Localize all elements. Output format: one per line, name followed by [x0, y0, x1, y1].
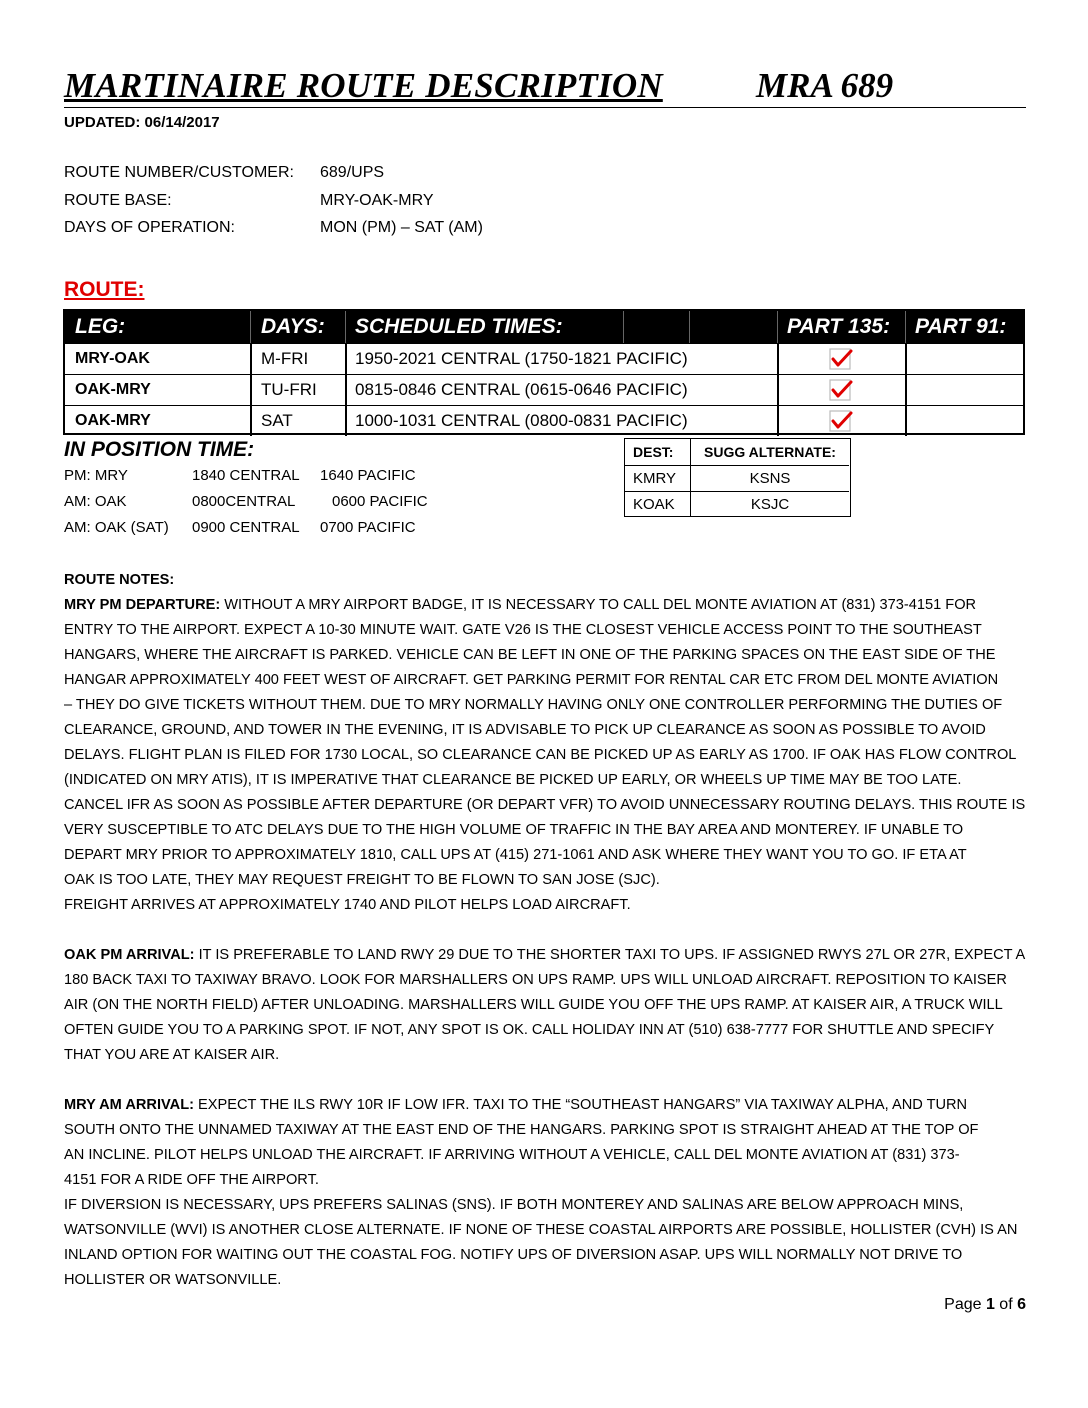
note-line: THAT YOU ARE AT KAISER AIR.	[64, 1047, 280, 1063]
paragraph-gap	[64, 918, 1034, 943]
header-dest: DEST:	[633, 444, 674, 460]
position-pacific: 1640 PACIFIC	[320, 467, 416, 484]
note-line: HANGAR APPROXIMATELY 400 FEET WEST OF AIRCRAFT. GET PARKING PERMIT FOR RENTAL CAR ETC FROM DEL MONTE AVIATION	[64, 672, 999, 688]
note-line: AN INCLINE. PILOT HELPS UNLOAD THE AIRCRAFT. IF ARRIVING WITHOUT A VEHICLE, CALL DEL MONTE AVIATION AT (831) 373-	[64, 1147, 960, 1163]
cell-divider	[905, 344, 907, 374]
note-line: FREIGHT ARRIVES AT APPROXIMATELY 1740 AND PILOT HELPS LOAD AIRCRAFT.	[64, 897, 631, 913]
header-divider	[777, 311, 778, 343]
page-current: 1	[985, 1296, 995, 1313]
route-row	[65, 343, 1023, 374]
note-line: WITHOUT A MRY AIRPORT BADGE, IT IS NECESSARY TO CALL DEL MONTE AVIATION AT (831) 373-4151 FOR	[220, 597, 977, 613]
route-days: M-FRI	[261, 349, 309, 368]
note-line: 4151 FOR A RIDE OFF THE AIRPORT.	[64, 1172, 319, 1188]
route-table-header	[65, 311, 1023, 343]
info-label: ROUTE BASE:	[64, 191, 172, 209]
title-bar	[64, 66, 1026, 108]
route-heading: ROUTE:	[64, 278, 145, 301]
note-line: CANCEL IFR AS SOON AS POSSIBLE AFTER DEPARTURE (OR DEPART VFR) TO AVOID UNNECESSARY ROUTING DELAYS. THIS ROUTE IS	[64, 797, 1026, 813]
page-prefix: Page	[944, 1296, 986, 1313]
note-line: OFTEN GUIDE YOU TO A PARKING SPOT. IF NOT, ANY SPOT IS OK. CALL HOLIDAY INN AT (510) 638-7777 FOR SHUTTLE AND SPECIFY	[64, 1022, 995, 1038]
alternates-row	[625, 491, 849, 517]
note-line: HOLLISTER OR WATSONVILLE.	[64, 1272, 282, 1288]
cell-divider	[345, 406, 347, 436]
note-line: AIR (ON THE NORTH FIELD) AFTER UNLOADING. MARSHALLERS WILL GUIDE YOU OFF THE UPS RAMP. AT KAISER AIR, A TRUCK WILL	[64, 997, 1003, 1013]
header-divider	[689, 311, 690, 343]
note-line: DELAYS. FLIGHT PLAN IS FILED FOR 1730 LOCAL, SO CLEARANCE CAN BE PICKED UP AS EARLY AS 1700. IF OAK HAS FLOW CONTROL	[64, 747, 1017, 763]
alternates-row	[625, 465, 849, 491]
cell-divider	[777, 375, 779, 405]
mry-pm-departure-section	[64, 593, 1034, 918]
info-value: MON (PM) – SAT (AM)	[320, 219, 483, 236]
info-label: ROUTE NUMBER/CUSTOMER:	[64, 164, 294, 181]
section-label: OAK PM ARRIVAL:	[64, 947, 195, 963]
info-value: MRY-OAK-MRY	[320, 191, 434, 209]
header-days: DAYS:	[261, 315, 325, 338]
note-line: IF DIVERSION IS NECESSARY, UPS PREFERS SALINAS (SNS). IF BOTH MONTEREY AND SALINAS ARE BELOW APPROACH MINS,	[64, 1197, 964, 1213]
route-days: SAT	[261, 411, 293, 430]
position-label: AM: OAK	[64, 493, 127, 510]
route-table	[63, 309, 1025, 435]
note-line: WATSONVILLE (WVI) IS ANOTHER CLOSE ALTERNATE. IF NONE OF THESE COASTAL AIRPORTS ARE POSSIBLE, HOLLISTER (CVH) IS AN	[64, 1222, 1018, 1238]
route-times: 0815-0846 CENTRAL (0615-0646 PACIFIC)	[355, 380, 688, 399]
header-scheduled-times: SCHEDULED TIMES:	[355, 315, 563, 338]
note-line: VERY SUSCEPTIBLE TO ATC DELAYS DUE TO THE HIGH VOLUME OF TRAFFIC IN THE BAY AREA AND MONTEREY. IF UNABLE TO	[64, 822, 964, 838]
checkmark-icon	[829, 348, 853, 370]
in-position-heading: IN POSITION TIME:	[64, 438, 255, 461]
note-line: EXPECT THE ILS RWY 10R IF LOW IFR. TAXI TO THE “SOUTHEAST HANGARS” VIA TAXIWAY ALPHA, AND TURN	[193, 1097, 968, 1113]
position-label: AM: OAK (SAT)	[64, 519, 169, 536]
route-leg: OAK-MRY	[75, 381, 151, 398]
route-times: 1950-2021 CENTRAL (1750-1821 PACIFIC)	[355, 349, 688, 368]
dest-code: KMRY	[633, 470, 677, 487]
header-sugg-alternate: SUGG ALTERNATE:	[704, 444, 836, 460]
cell-divider	[905, 375, 907, 405]
header-leg: LEG:	[75, 315, 126, 338]
position-central: 0800CENTRAL	[192, 493, 296, 510]
info-value: 689/UPS	[320, 164, 385, 181]
note-line: SOUTH ONTO THE UNNAMED TAXIWAY AT THE EAST END OF THE HANGARS. PARKING SPOT IS STRAIGHT AHEAD AT THE TOP OF	[64, 1122, 979, 1138]
position-pacific: 0600 PACIFIC	[332, 493, 428, 510]
checkmark-icon	[829, 410, 853, 432]
page-total: 6	[1017, 1296, 1026, 1313]
alternate-code: KSNS	[749, 470, 791, 487]
route-notes-title: ROUTE NOTES:	[64, 572, 175, 588]
position-central: 0900 CENTRAL	[192, 519, 300, 536]
section-label: MRY PM DEPARTURE:	[64, 597, 221, 613]
note-line: – THEY DO GIVE TICKETS WITHOUT THEM. DUE TO MRY NORMALLY HAVING ONLY ONE CONTROLLER PERFORMING THE DUTIES OF	[64, 697, 1003, 713]
updated-date: UPDATED: 06/14/2017	[64, 114, 220, 131]
header-divider	[623, 311, 624, 343]
alternates-table	[624, 438, 851, 517]
cell-divider	[777, 406, 779, 436]
dest-code: KOAK	[633, 496, 675, 513]
position-pacific: 0700 PACIFIC	[320, 519, 416, 536]
note-line: HANGARS, WHERE THE AIRCRAFT IS PARKED. VEHICLE CAN BE LEFT IN ONE OF THE PARKING SPACES ON THE EAST SIDE OF THE	[64, 647, 996, 663]
cell-divider	[250, 375, 252, 405]
mry-am-arrival-section	[64, 1093, 1034, 1293]
note-line: (INDICATED ON MRY ATIS), IT IS IMPERATIVE THAT CLEARANCE BE PICKED UP EARLY, OR WHEELS UP TIME MAY BE TOO LATE.	[64, 772, 962, 788]
note-line: DEPART MRY PRIOR TO APPROXIMATELY 1810, CALL UPS AT (415) 271-1061 AND ASK WHERE THEY WANT YOU TO GO. IF ETA AT	[64, 847, 967, 863]
note-line: CLEARANCE, GROUND, AND TOWER IN THE EVENING, IT IS ADVISABLE TO PICK UP CLEARANCE AS SOON AS POSSIBLE TO AVOID	[64, 722, 986, 738]
note-line: 180 BACK TAXI TO TAXIWAY BRAVO. LOOK FOR MARSHALLERS ON UPS RAMP. UPS WILL UNLOAD AIRCRAFT. REPOSITION TO KAISER	[64, 972, 1007, 988]
header-part-135: PART 135:	[787, 315, 891, 338]
header-divider	[250, 311, 251, 343]
cell-divider	[777, 344, 779, 374]
oak-pm-arrival-section	[64, 943, 1034, 1068]
note-line: INLAND OPTION FOR WAITING OUT THE COASTAL FOG. NOTIFY UPS OF DIVERSION ASAP. UPS WILL NORMALLY NOT DRIVE TO	[64, 1247, 963, 1263]
route-row	[65, 405, 1023, 436]
page-of: of	[994, 1296, 1018, 1313]
route-leg: MRY-OAK	[75, 350, 150, 367]
alternates-header	[625, 439, 849, 465]
section-label: MRY AM ARRIVAL:	[64, 1097, 194, 1113]
alternate-code: KSJC	[750, 496, 790, 513]
route-code: MRA 689	[756, 66, 894, 105]
cell-divider	[905, 406, 907, 436]
checkmark-icon	[829, 379, 853, 401]
cell-divider	[250, 344, 252, 374]
note-line: OAK IS TOO LATE, THEY MAY REQUEST FREIGHT TO BE FLOWN TO SAN JOSE (SJC).	[64, 872, 660, 888]
route-row	[65, 374, 1023, 405]
info-label: DAYS OF OPERATION:	[64, 219, 235, 236]
paragraph-gap	[64, 1068, 1034, 1093]
header-part-91: PART 91:	[915, 315, 1007, 338]
route-notes	[64, 568, 1034, 1293]
route-days: TU-FRI	[261, 380, 317, 399]
note-line: IT IS PREFERABLE TO LAND RWY 29 DUE TO THE SHORTER TAXI TO UPS. IF ASSIGNED RWYS 27L OR 27R, EXPECT A	[194, 947, 1026, 963]
route-times: 1000-1031 CENTRAL (0800-0831 PACIFIC)	[355, 411, 688, 430]
cell-divider	[250, 406, 252, 436]
page-number	[944, 1296, 1026, 1314]
position-central: 1840 CENTRAL	[192, 467, 300, 484]
document-title: MARTINAIRE ROUTE DESCRIPTION	[64, 66, 663, 105]
position-label: PM: MRY	[64, 467, 128, 484]
header-divider	[905, 311, 906, 343]
cell-divider	[345, 344, 347, 374]
header-divider	[345, 311, 346, 343]
cell-divider	[345, 375, 347, 405]
note-line: ENTRY TO THE AIRPORT. EXPECT A 10-30 MINUTE WAIT. GATE V26 IS THE CLOSEST VEHICLE ACCESS POINT TO THE SOUTHEAST	[64, 622, 982, 638]
route-leg: OAK-MRY	[75, 412, 151, 429]
